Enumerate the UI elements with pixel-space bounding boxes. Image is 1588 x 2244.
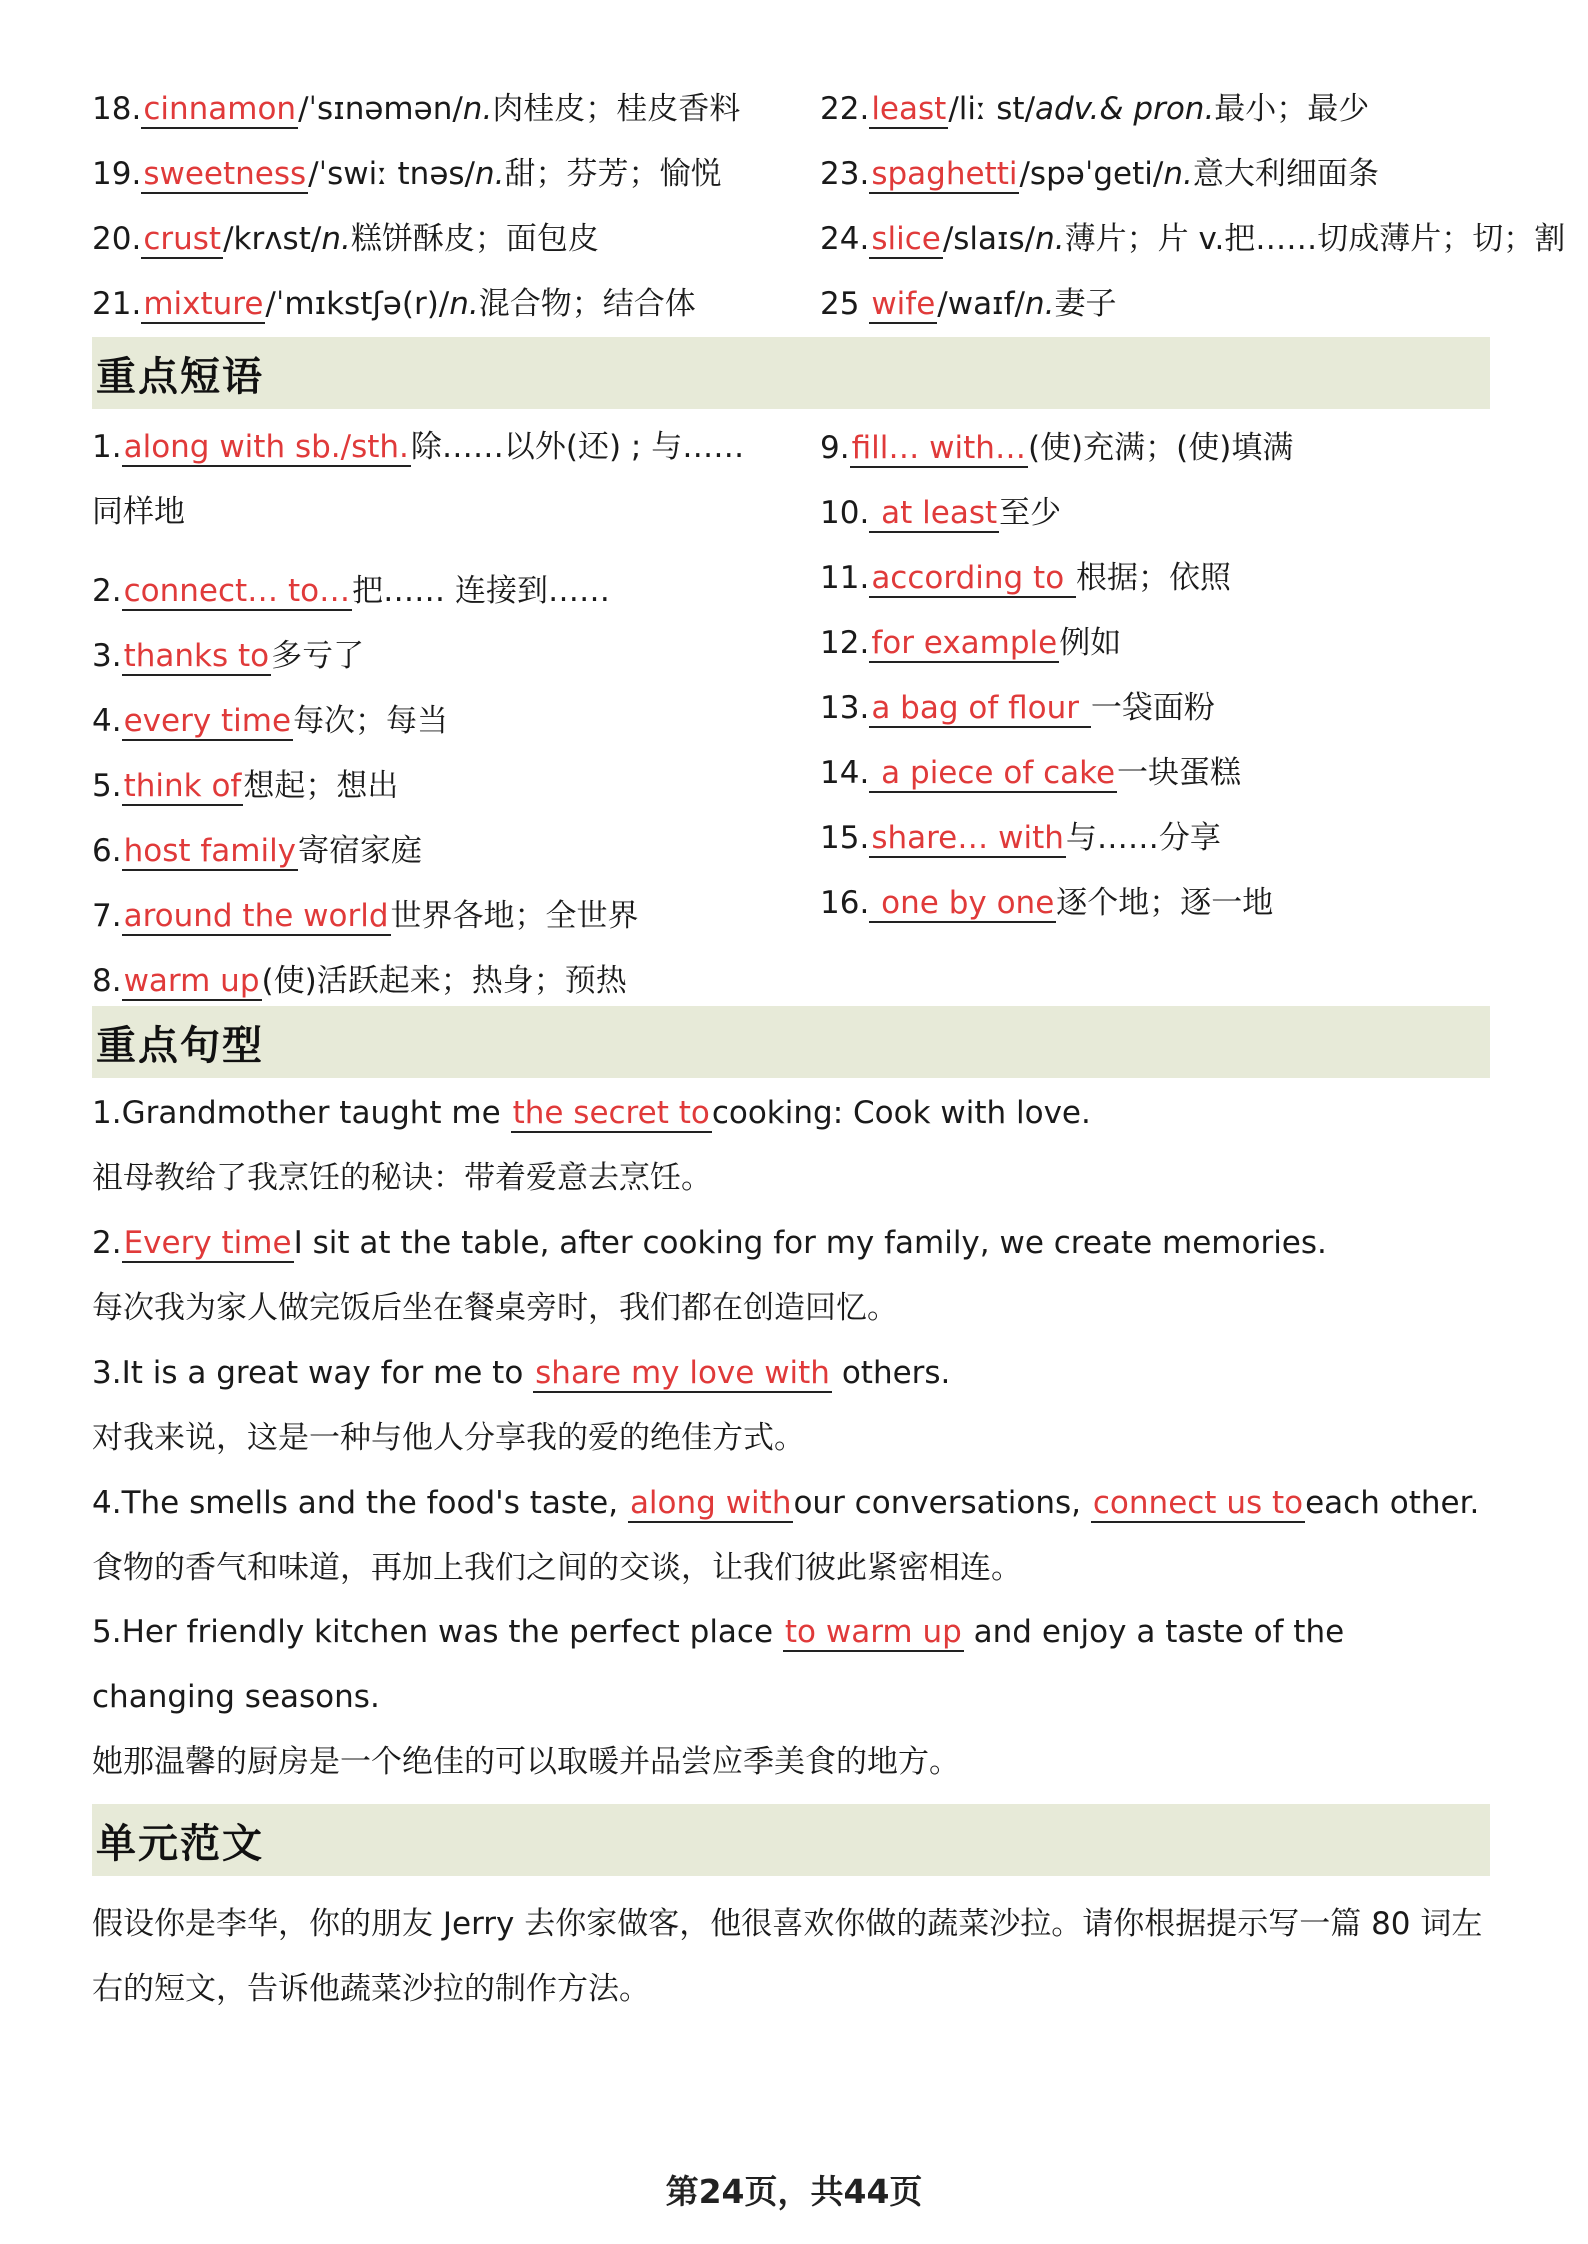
phrase-item: 15.share… with与……分享 [820,820,1221,856]
sentence-chinese: 她那温馨的厨房是一个绝佳的可以取暖并品尝应季美食的地方。 [92,1744,960,1780]
answer-phrase: along with sb./sth. [123,429,409,465]
answer-word: mixture [143,286,264,322]
phrase-item: 12.for example例如 [820,625,1122,661]
phrase-item: 1.along with sb./sth.除……以外(还) ; 与……同样地 [92,429,745,530]
page-number: 第24页，共44页 [665,2172,923,2211]
answer-phrase: one by one [871,885,1055,921]
vocab-item: 22.least/liː st/adv.& pron.最小；最少 [820,91,1370,127]
vocab-item: 25 wife/waɪf/n.妻子 [820,286,1117,322]
sentence-chinese: 食物的香气和味道，再加上我们之间的交谈，让我们彼此紧密相连。 [92,1550,1022,1586]
answer-word: least [871,91,947,127]
phrase-item: 4.every time每次；每当 [92,703,449,739]
phrase-item: 11.according to 根据；依照 [820,560,1232,596]
phrase-item: 13.a bag of flour 一袋面粉 [820,690,1215,726]
phrase-item: 2.connect… to…把…… 连接到…… [92,573,610,609]
answer-phrase: fill… with… [851,430,1026,466]
answer-phrase: connect… to… [123,573,351,609]
answer-phrase: the secret to [512,1095,710,1131]
answer-word: slice [871,221,941,257]
sentence-english: 4.The smells and the food's taste, along withour conversations, connect us toeach other. [92,1485,1480,1521]
phrase-item: 8.warm up(使)活跃起来；热身；预热 [92,963,627,999]
answer-word: wife [871,286,936,322]
vocab-item: 19.sweetness/ˈswiː tnəs/n.甜；芬芳；愉悦 [92,156,722,192]
sentence-chinese: 对我来说，这是一种与他人分享我的爱的绝佳方式。 [92,1420,805,1456]
phrase-list [92,429,1490,1000]
vocab-item: 18.cinnamon/ˈsɪnəmən/n.肉桂皮；桂皮香料 [92,91,741,127]
phrase-item: 5.think of想起；想出 [92,768,399,804]
answer-phrase: around the world [123,898,389,934]
answer-phrase: warm up [123,963,260,999]
answer-phrase: along with [629,1485,792,1521]
vocab-list [92,90,1566,323]
answer-phrase: share… with [871,820,1064,856]
answer-phrase: connect us to [1092,1485,1304,1521]
section-heading-sentences: 重点句型 [92,1006,1490,1078]
sentence-chinese: 每次我为家人做完饭后坐在餐桌旁时，我们都在创造回忆。 [92,1290,898,1326]
answer-word: cinnamon [143,91,297,127]
answer-phrase: a piece of cake [871,755,1116,791]
section-heading-phrases: 重点短语 [92,337,1490,409]
phrase-item: 10. at least至少 [820,495,1062,531]
vocab-item: 20.crust/krʌst/n.糕饼酥皮；面包皮 [92,221,599,257]
answer-phrase: to warm up [784,1614,962,1650]
phrase-item: 14. a piece of cake一块蛋糕 [820,755,1242,791]
sentence-english: 2.Every timeI sit at the table, after cooking for my family, we create memories. [92,1225,1327,1261]
phrase-item: 7.around the world世界各地；全世界 [92,898,639,934]
sentence-list [92,1094,1490,1781]
answer-phrase: a bag of flour [871,690,1089,726]
answer-phrase: think of [123,768,242,804]
sentence-english: 3.It is a great way for me to share my love with others. [92,1355,951,1391]
answer-word: crust [143,221,222,257]
answer-phrase: share my love with [535,1355,830,1391]
vocab-item: 23.spaghetti/spəˈgeti/n.意大利细面条 [820,156,1379,192]
phrase-item: 9.fill… with…(使)充满；(使)填满 [820,430,1294,466]
answer-phrase: at least [871,495,998,531]
phrase-item: 16. one by one逐个地；逐一地 [820,885,1274,921]
answer-word: sweetness [143,156,307,192]
answer-phrase: host family [123,833,297,869]
essay-prompt: 假设你是李华，你的朋友 Jerry 去你家做客，他很喜欢你做的蔬菜沙拉。请你根据提示写一篇 80 词左右的短文，告诉他蔬菜沙拉的制作方法。 [92,1906,1483,2007]
vocab-item: 24.slice/slaɪs/n.薄片；片 v.把……切成薄片；切；割 [820,221,1566,257]
answer-phrase: for example [871,625,1058,661]
answer-phrase: every time [123,703,292,739]
answer-word: spaghetti [871,156,1018,192]
phrase-column-right [820,429,1490,1000]
document-page [92,90,1566,2022]
sentence-chinese: 祖母教给了我烹饪的秘诀：带着爱意去烹饪。 [92,1160,712,1196]
answer-phrase: according to [871,560,1075,596]
answer-phrase: thanks to [123,638,270,674]
section-heading-essay: 单元范文 [92,1804,1490,1876]
phrase-item: 6.host family寄宿家庭 [92,833,423,869]
answer-phrase: Every time [123,1225,292,1261]
phrase-item: 3.thanks to多亏了 [92,638,365,674]
sentence-english: 5.Her friendly kitchen was the perfect place to warm up and enjoy a taste of the changing seasons. [92,1614,1345,1715]
phrase-column-left [92,429,820,1000]
vocab-item: 21.mixture/ˈmɪkstʃə(r)/n.混合物；结合体 [92,286,696,322]
sentence-english: 1.Grandmother taught me the secret tocooking: Cook with love. [92,1095,1091,1131]
